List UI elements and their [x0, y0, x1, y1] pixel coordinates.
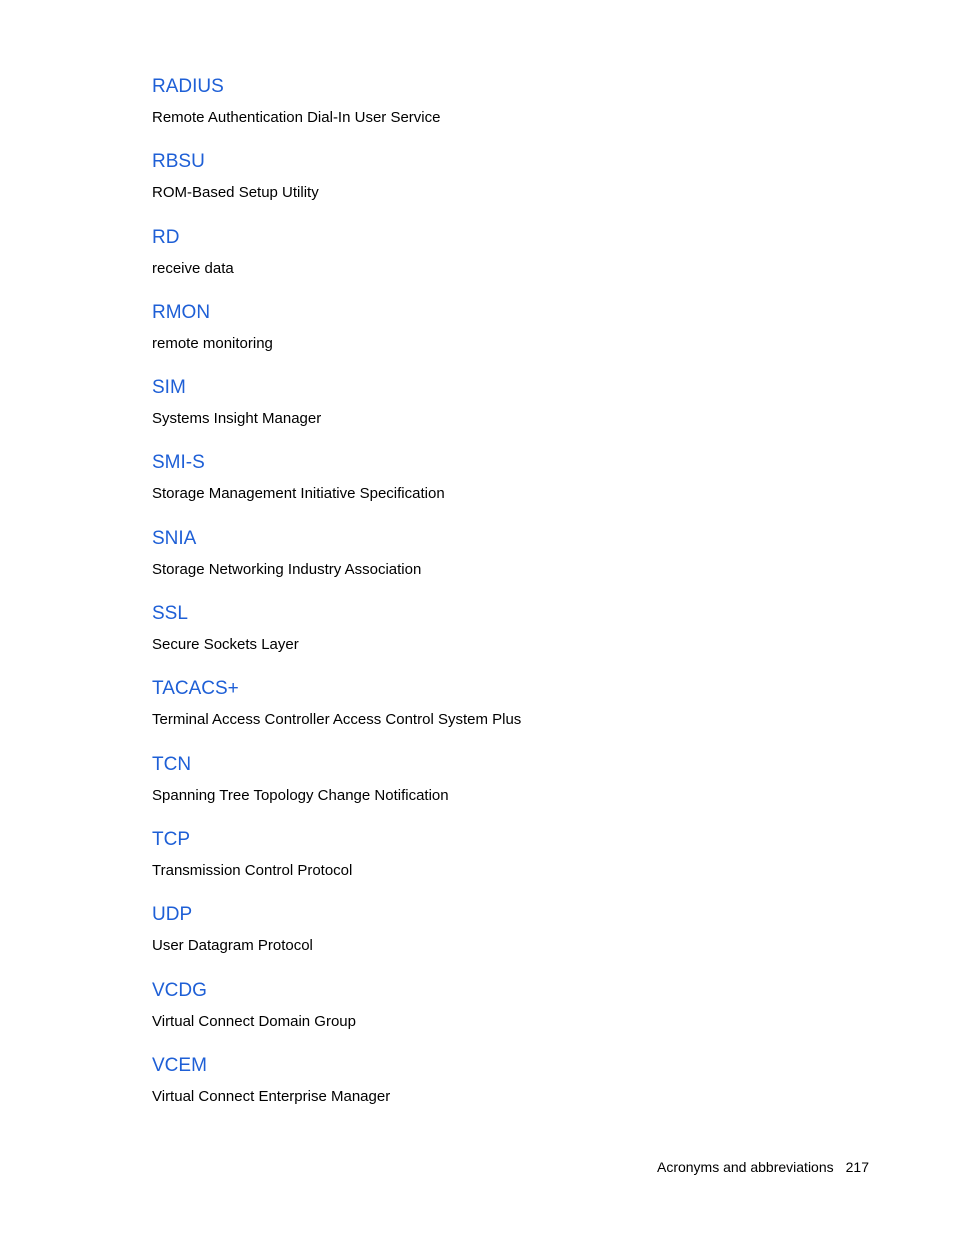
glossary-term[interactable]: RD: [152, 226, 180, 248]
glossary-term[interactable]: RBSU: [152, 151, 205, 173]
glossary-entry: [152, 675, 852, 750]
glossary-term[interactable]: SIM: [152, 377, 186, 399]
glossary-definition: ROM-Based Setup Utility: [152, 184, 319, 202]
glossary-entry: [152, 374, 852, 449]
glossary-entry: [152, 525, 852, 600]
glossary-term[interactable]: TCP: [152, 828, 190, 850]
glossary-term[interactable]: RMON: [152, 301, 211, 323]
glossary-definition: Transmission Control Protocol: [152, 861, 353, 879]
glossary-entry: [152, 73, 852, 148]
glossary-definition: Virtual Connect Domain Group: [152, 1012, 356, 1030]
glossary-entry: [152, 1052, 852, 1127]
glossary-term[interactable]: VCEM: [152, 1054, 207, 1076]
page-footer: [657, 1157, 869, 1177]
glossary-entry: [152, 148, 852, 223]
glossary-term[interactable]: RADIUS: [152, 76, 224, 97]
glossary-entry: [152, 299, 852, 374]
glossary-term[interactable]: TACACS+: [152, 678, 239, 700]
glossary-term[interactable]: VCDG: [152, 979, 207, 1001]
glossary-definition: remote monitoring: [152, 334, 273, 352]
glossary-definition: Terminal Access Controller Access Control System Plus: [152, 711, 522, 729]
glossary-definition: Remote Authentication Dial-In User Service: [152, 109, 441, 126]
glossary-term[interactable]: SNIA: [152, 527, 197, 549]
glossary-term[interactable]: SSL: [152, 603, 188, 625]
glossary-definition: Storage Management Initiative Specification: [152, 485, 445, 503]
glossary-definition: Virtual Connect Enterprise Manager: [152, 1087, 391, 1105]
glossary-term[interactable]: SMI-S: [152, 452, 205, 474]
glossary-entry: [152, 751, 852, 826]
glossary-definition: User Datagram Protocol: [152, 937, 313, 955]
glossary-list: [152, 73, 852, 1127]
footer-section-title: Acronyms and abbreviations: [656, 1159, 834, 1175]
glossary-definition: receive data: [152, 259, 234, 277]
glossary-entry: [152, 600, 852, 675]
glossary-definition: Secure Sockets Layer: [152, 636, 299, 654]
glossary-entry: [152, 826, 852, 901]
glossary-entry: [152, 449, 852, 524]
glossary-term[interactable]: UDP: [152, 904, 193, 926]
glossary-entry: [152, 901, 852, 976]
glossary-definition: Systems Insight Manager: [152, 410, 322, 428]
glossary-term[interactable]: TCN: [152, 753, 192, 775]
glossary-definition: Spanning Tree Topology Change Notification: [152, 786, 449, 804]
page-number: 217: [845, 1159, 869, 1175]
glossary-definition: Storage Networking Industry Association: [152, 560, 422, 578]
glossary-entry: [152, 977, 852, 1052]
glossary-entry: [152, 224, 852, 299]
